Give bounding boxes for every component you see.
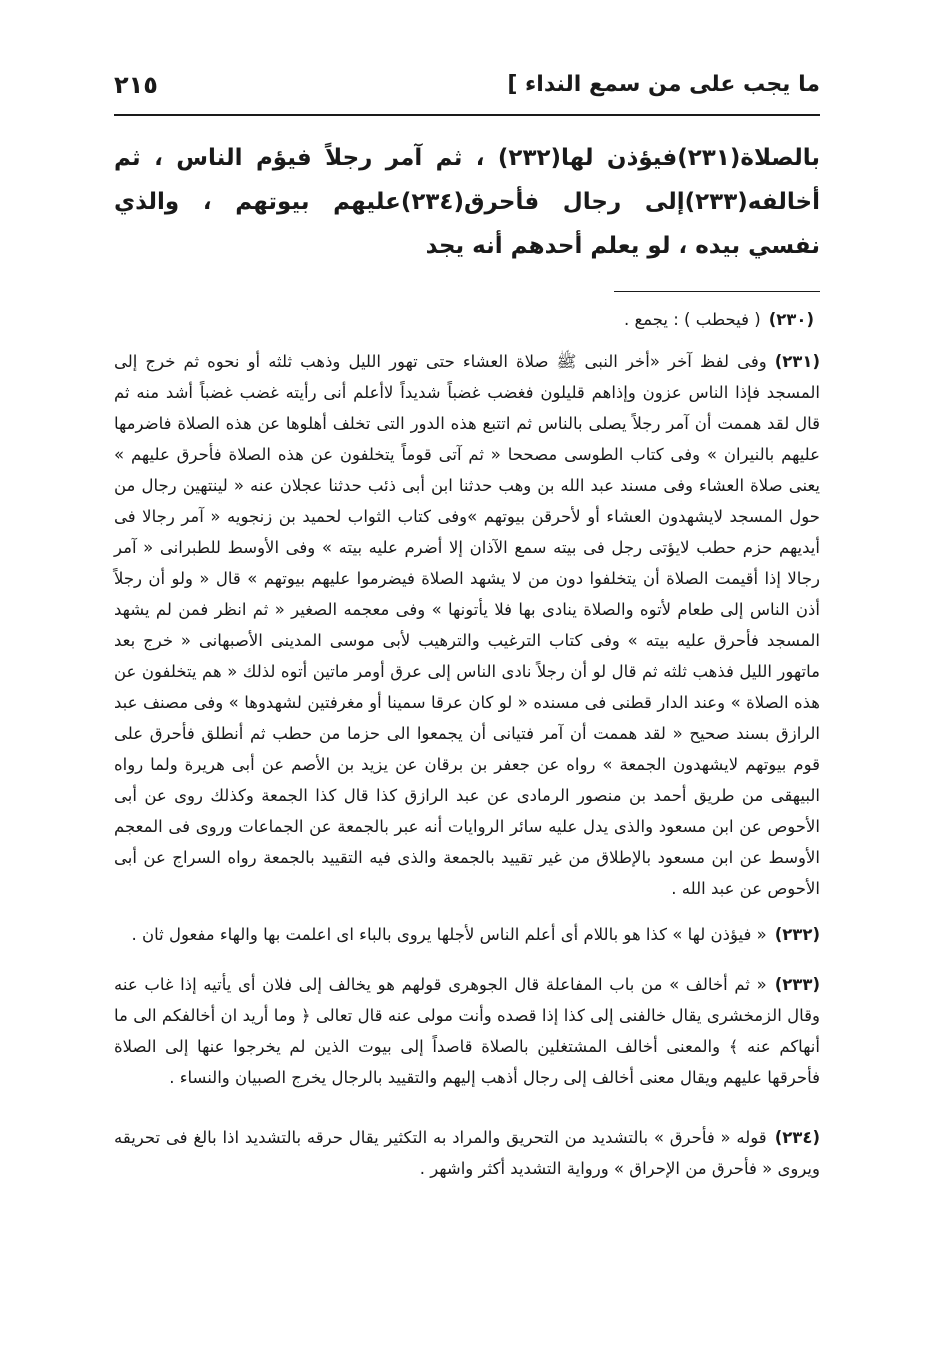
footnotes — [114, 304, 820, 1184]
main-text: بالصلاة(٢٣١)فيؤذن لها(٢٣٢) ، ثم آمر رجلاً فيؤم الناس ، ثم أخالفه(٢٣٣)إلى رجال فأحرق(٢٣٤)عليهم بيوتهم ، والذي نفسي بيده ، لو يعلم أحدهم أنه يجد — [114, 145, 820, 259]
page-number: ٢١٥ — [114, 71, 158, 99]
footnote-number: (٢٣٢) — [774, 925, 820, 944]
footnote-233 — [114, 969, 820, 1093]
page-header — [114, 66, 820, 104]
footnote-text: « ثم أخالف » من باب المفاعلة قال الجوهرى قولهم هو يخالف إلى فلان أى يأتيه إذا غاب عنه وقال الزمخشرى يقال خالفنى إلى كذا إذا قصده وأنت مولى عنه قال تعالى ﴿ وما أريد ان أخالفكم الى ما أنهاكم عنه ﴾ والمعنى أخالف المشتغلين بالصلاة قاصداً إلى بيوت الذين لم يخرجوا عنها إلى الصلاة فأحرقها عليهم ويقال معنى أخالف إلى رجال أذهب إليهم والتقييد بالرجال يخرج الصبيان والنساء . — [114, 975, 820, 1087]
footnote-232 — [114, 919, 820, 950]
footnote-text: « فيؤذن لها » كذا هو باللام أى أعلم الناس لأجلها يروى بالباء اى اعلمت بها والهاء مفعول ثان . — [131, 925, 767, 944]
footnote-separator — [614, 291, 820, 292]
footnote-number: (٢٣٣) — [774, 975, 820, 994]
footnote-number: (٢٣٤) — [774, 1128, 820, 1147]
footnote-231 — [114, 346, 820, 904]
footnote-number: (٢٣١) — [774, 352, 820, 371]
footnote-text: وفى لفظ آخر «أخر النبى ﷺ صلاة العشاء حتى تهور الليل وذهب ثلثه أو نحوه ثم خرج إلى المسجد فإذا الناس عزون وإذاهم قليلون فغضب غضباً شديداً لاأعلم أنى رأيته غضب غضباً أشد منه ثم قال لقد هممت أن آمر رجلاً يصلى بالناس ثم اتتبع هذه الدور التى تخلف أهلوها عن هذه الصلاة فاضرمها عليهم بالنيران » وفى كتاب الطوسى مصححا « ثم آتى قوماً يتخلفون عن هذه الصلاة فأحرق عليهم » يعنى صلاة العشاء وفى مسند عبد الله بن وهب حدثنا ابن أبى ذئب حدثنا عجلان عنه « لينتهين رجال من حول المسجد لايشهدون العشاء أو لأحرقن بيوتهم »وفى كتاب الثواب لحميد بن زنجويه « آمر رجالا فى أيديهم حزم حطب لايؤتى رجل فى بيته سمع الآذان إلا أضرم عليه بيته » وفى الأوسط للطبرانى « آمر رجالا إذا أقيمت الصلاة أن يتخلفوا دون من لا يشهد الصلاة فيضرموا عليهم بيوتهم » قال « ولو أن رجلاً أذن الناس إلى طعام لأتوه والصلاة ينادى بها فلا يأتونها » وفى معجمه الصغير « ثم انظر فمن لم يشهد المسجد فأحرق عليه بيته » وفى كتاب الترغيب والترهيب لأبى موسى المدينى الأصبهانى « خرج بعد ماتهور الليل فذهب ثلثه ثم قال لو أن رجلاً نادى الناس إلى عرق أومر ماتين أتوه لذلك « هم يتخلفون عن هذه الصلاة » وعند الدار قطنى فى مسنده « لو كان عرقا سمينا أو مغرفتين لشهدوها » وفى مصنف عبد الرازق بسند صحيح « لقد هممت أن آمر فتيانى أن يجمعوا الى حزما من حطب ثم أنطلق فأحرق على قوم بيوتهم لايشهدون الجمعة » رواه عن جعفر بن برقان عن يزيد بن الأصم عن أبى هريرة ولما رواه البيهقى من طريق أحمد بن منصور الرمادى عن عبد الرازق كذا قال كذا الجمعة وكذلك روى عن أبى الأحوص عن ابن مسعود والذى يدل عليه سائر الروايات أنه عبر بالجمعة عن الجماعات وروى فى المعجم الأوسط عن ابن مسعود بالإطلاق من غير تقييد بالجمعة والذى فيه التقييد بالجمعة رواه السراج عن أبى الأحوص عن عبد الله . — [114, 352, 820, 898]
footnote-230 — [114, 304, 820, 335]
footnote-text: قوله « فأحرق » بالتشديد من التحريق والمراد به التكثير يقال حرقه بالتشديد اذا بالغ فى تحريقه ويروى « فأحرق من الإحراق » ورواية التشديد أكثر واشهر . — [114, 1128, 820, 1178]
footnote-text: ( فيحطب ) : يجمع . — [623, 310, 761, 329]
footnote-234 — [114, 1122, 820, 1184]
running-title: ما يجب على من سمع النداء ] — [507, 72, 820, 97]
footnote-number: (٢٣٠) — [768, 310, 814, 329]
header-rule — [114, 114, 820, 116]
